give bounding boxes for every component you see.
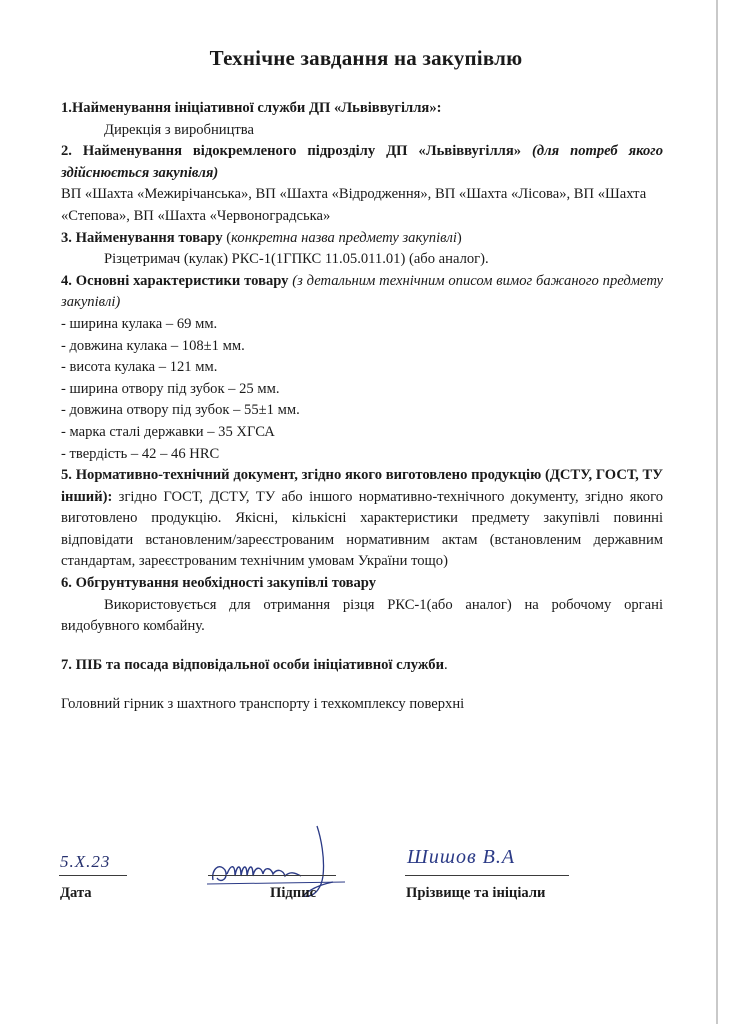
section-7-period: . xyxy=(443,656,448,673)
characteristics-list xyxy=(61,314,663,465)
handwritten-date: 5.X.23 xyxy=(60,852,111,871)
date-underline xyxy=(59,875,127,876)
section-5 xyxy=(61,465,663,573)
document-title: Технічне завдання на закупівлю xyxy=(209,46,523,70)
list-item: - ширина кулака – 69 мм. xyxy=(61,315,218,332)
section-1-heading: 1.Найменування ініціативної служби ДП «Львіввугілля»: xyxy=(61,100,442,116)
section-3-heading: 3. Найменування товару xyxy=(61,229,223,246)
section-1-value: Дирекція з виробництва xyxy=(104,121,254,138)
list-item: - довжина кулака – 108±1 мм. xyxy=(61,337,245,354)
section-3-note: конкретна назва предмету закупівлі xyxy=(231,229,457,246)
section-6-heading: 6. Обгрунтування необхідності закупівлі товару xyxy=(61,575,377,592)
section-7-heading: 7. ПІБ та посада відповідальної особи ініціативної служби xyxy=(61,656,444,673)
signature-block xyxy=(0,816,732,916)
section-5-value: згідно ГОСТ, ДСТУ, ТУ або іншого нормативно-технічного документу, згідно якого виготовлено продукцію. Якісні, кількісні характеристики предмету закупівлі повинні відповідати встановленим/зареєстрованим нормативним актам (встановленим державним стандартам, зареєстрованим технічним умовам України тощо) xyxy=(61,488,663,570)
handwritten-name: Шишов В.А xyxy=(407,846,516,868)
list-item: - марка сталі державки – 35 ХГСА xyxy=(61,423,275,440)
section-7-value: Головний гірник з шахтного транспорту і техкомплексу поверхні xyxy=(61,696,465,713)
section-5-heading: 5. Нормативно-технічний документ, згідно якого виготовлено продукцію (ДСТУ, ГОСТ, ТУ інший): xyxy=(61,467,663,505)
document-body xyxy=(61,98,663,716)
name-label: Прізвище та ініціали xyxy=(406,885,546,901)
section-3-note-close: ) xyxy=(456,229,462,246)
list-item: - твердість – 42 – 46 HRC xyxy=(61,445,220,462)
section-7 xyxy=(61,655,663,677)
section-6-value: Використовується для отримання різця РКС-1(або аналог) на робочому органі видобувного комбайну. xyxy=(61,596,663,635)
section-3-value: Різцетримач (кулак) РКС-1(1ГПКС 11.05.011.01) (або аналог). xyxy=(104,251,489,268)
section-4-heading: 4. Основні характеристики товару xyxy=(61,272,289,289)
section-3-note-open: ( xyxy=(222,229,232,246)
section-2-note: (для потреб якого здійснюється закупівля) xyxy=(61,143,663,181)
list-item: - ширина отвору під зубок – 25 мм. xyxy=(61,380,280,397)
section-4 xyxy=(61,271,663,314)
section-4-note: (з детальним технічним описом вимог бажаного предмету закупівлі) xyxy=(61,272,663,311)
date-label: Дата xyxy=(60,885,92,901)
section-3 xyxy=(61,228,663,250)
section-2-heading: 2. Найменування відокремленого підрозділу ДП «Львіввугілля» xyxy=(61,143,522,160)
section-2-value: ВП «Шахта «Межирічанська», ВП «Шахта «Відродження», ВП «Шахта «Лісова», ВП «Шахта «Степова», ВП «Шахта «Червоноградська» xyxy=(61,186,647,224)
list-item: - висота кулака – 121 мм. xyxy=(61,359,218,376)
name-underline xyxy=(405,875,569,876)
signature-label: Підпис xyxy=(270,885,317,901)
signature-underline xyxy=(208,875,336,876)
list-item: - довжина отвору під зубок – 55±1 мм. xyxy=(61,402,300,419)
section-2 xyxy=(61,141,663,184)
